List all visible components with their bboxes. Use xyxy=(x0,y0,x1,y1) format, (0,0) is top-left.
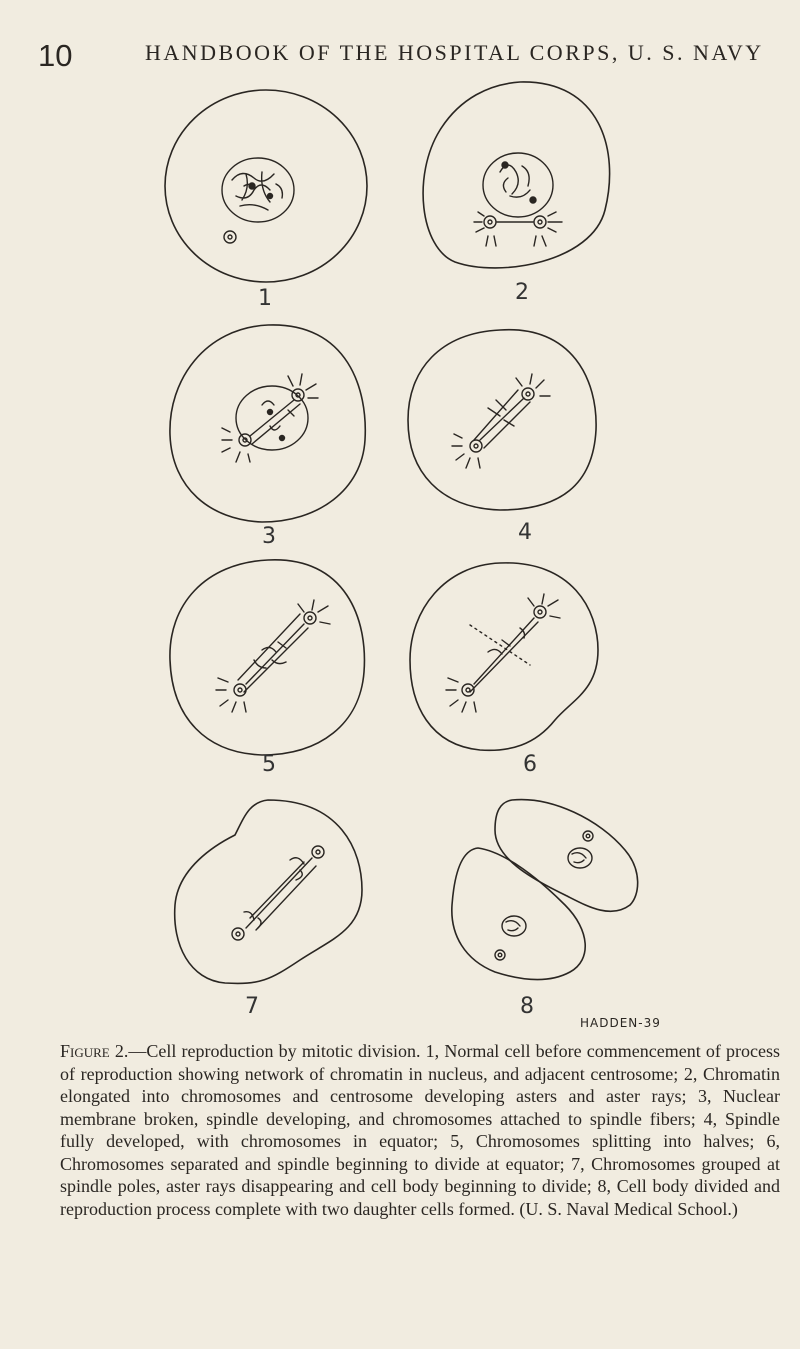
stage-label-5: 5 xyxy=(262,752,276,777)
cell-2-illustration xyxy=(423,82,610,268)
stage-label-3: 3 xyxy=(262,524,276,549)
cell-7-illustration xyxy=(175,800,362,983)
caption-text: —Cell reproduction by mitotic division. 1, Normal cell before commencement of process of reproduction showing network of chromatin in nucleus, and adjacent centrosome; 2, Chromatin elongated into chromosomes and centrosome developing asters and aster rays; 3, Nuclear membrane broken, spindle developing, and chromosomes attached to spindle fibers; 4, Spindle fully developed, with chromosomes in equator; 5, Chromosomes splitting into halves; 6, Chromosomes separated and spindle beginning to divide at equator; 7, Chromosomes grouped at spindle poles, aster rays disappearing and cell body beginning to divide; 8, Cell body divided and reproduction process complete with two daughter cells formed. (U. S. Naval Medical School.) xyxy=(60,1041,780,1219)
cell-3-illustration xyxy=(170,325,365,522)
cell-1-illustration xyxy=(165,90,367,282)
cell-8-illustration xyxy=(452,800,638,980)
page-number: 10 xyxy=(38,38,73,73)
running-title: HANDBOOK OF THE HOSPITAL CORPS, U. S. NAVY xyxy=(145,40,764,65)
cell-5-illustration xyxy=(170,560,365,755)
stage-label-1: 1 xyxy=(258,286,272,311)
artist-signature: HADDEN-39 xyxy=(580,1016,661,1030)
figure-caption xyxy=(60,1040,780,1220)
stage-label-8: 8 xyxy=(520,994,534,1019)
stage-label-7: 7 xyxy=(245,994,259,1019)
cell-4-illustration xyxy=(408,330,596,510)
caption-lead: Figure 2. xyxy=(60,1041,129,1061)
stage-label-6: 6 xyxy=(523,752,537,777)
cell-6-illustration xyxy=(410,563,598,750)
stage-label-4: 4 xyxy=(518,520,532,545)
stage-label-2: 2 xyxy=(515,280,529,305)
